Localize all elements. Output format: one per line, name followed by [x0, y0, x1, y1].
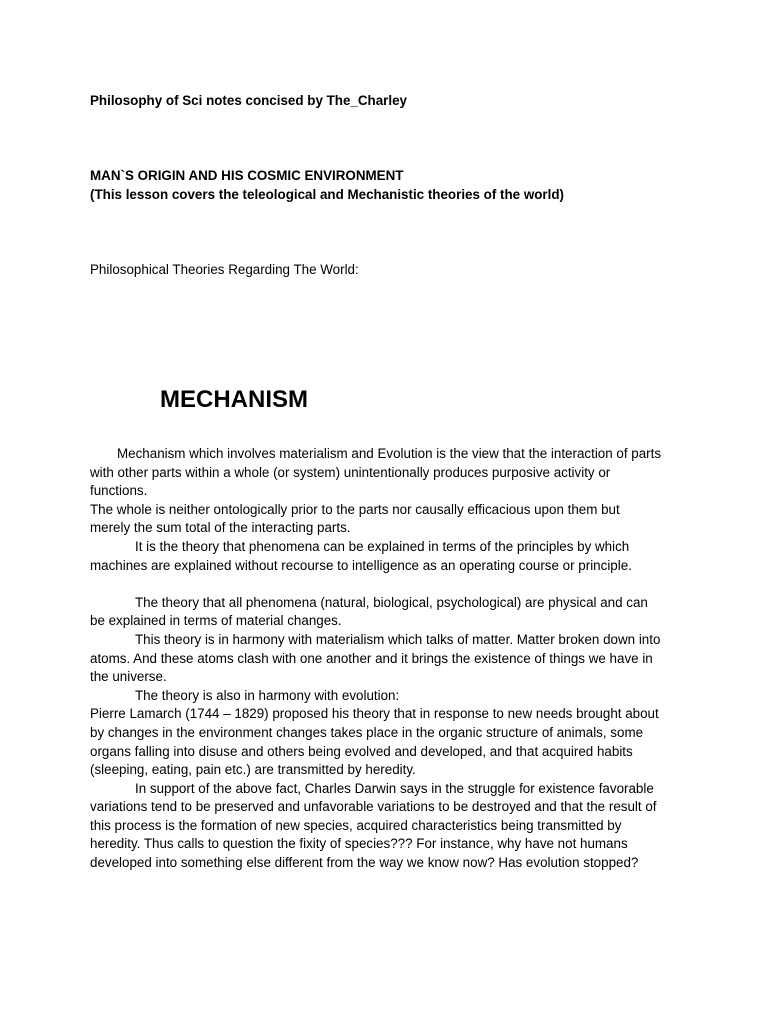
body-line: machines are explained without recourse to intelligence as an operating course or principle.: [90, 557, 632, 573]
body-line: merely the sum total of the interacting parts.: [90, 520, 351, 536]
body-line: This theory is in harmony with materialism which talks of matter. Matter broken down into: [135, 631, 661, 647]
body-line: the universe.: [90, 669, 167, 685]
body-line: atoms. And these atoms clash with one another and it brings the existence of things we have in: [90, 650, 653, 666]
body-line: by changes in the environment changes takes place in the organic structure of animals, some: [90, 724, 644, 740]
mechanism-heading: MECHANISM: [160, 386, 308, 413]
body-line: functions.: [90, 483, 148, 499]
body-line: heredity. Thus calls to question the fixity of species??? For instance, why have not humans: [90, 836, 628, 852]
section-label-text: Philosophical Theories Regarding The World:: [90, 262, 359, 277]
section-label: [90, 261, 690, 280]
lesson-subtitle: (This lesson covers the teleological and Mechanistic theories of the world): [90, 186, 564, 202]
header-text: Philosophy of Sci notes concised by The_Charley: [90, 93, 407, 108]
body-line: this process is the formation of new species, acquired characteristics being transmitted by: [90, 817, 622, 833]
body-line: In support of the above fact, Charles Darwin says in the struggle for existence favorable: [135, 780, 654, 796]
body-line: The theory is also in harmony with evolution:: [135, 687, 400, 703]
paragraph-gap: [90, 575, 690, 594]
body-line: (sleeping, eating, pain etc.) are transmitted by heredity.: [90, 762, 416, 778]
lesson-heading: [90, 167, 690, 204]
body-line: developed into something else different from the way we know now? Has evolution stopped?: [90, 855, 639, 871]
body-line: The theory that all phenomena (natural, biological, psychological) are physical and can: [135, 594, 648, 610]
body-line: It is the theory that phenomena can be explained in terms of the principles by which: [135, 538, 630, 554]
body-text: [90, 445, 690, 873]
document-header: [90, 92, 690, 111]
body-line: organs falling into disuse and others being evolved and developed, and that acquired habits: [90, 743, 633, 759]
body-line: Mechanism which involves materialism and Evolution is the view that the interaction of parts: [117, 446, 662, 461]
body-line: variations tend to be preserved and unfavorable variations to be destroyed and that the result of: [90, 799, 657, 815]
body-line: The whole is neither ontologically prior to the parts nor causally efficacious upon them but: [90, 501, 620, 517]
body-line: Pierre Lamarch (1744 – 1829) proposed his theory that in response to new needs brought about: [90, 706, 659, 722]
body-line: with other parts within a whole (or system) unintentionally produces purposive activity or: [90, 464, 611, 480]
body-line: be explained in terms of material changes.: [90, 613, 342, 629]
lesson-title: MAN`S ORIGIN AND HIS COSMIC ENVIRONMENT: [90, 168, 404, 183]
